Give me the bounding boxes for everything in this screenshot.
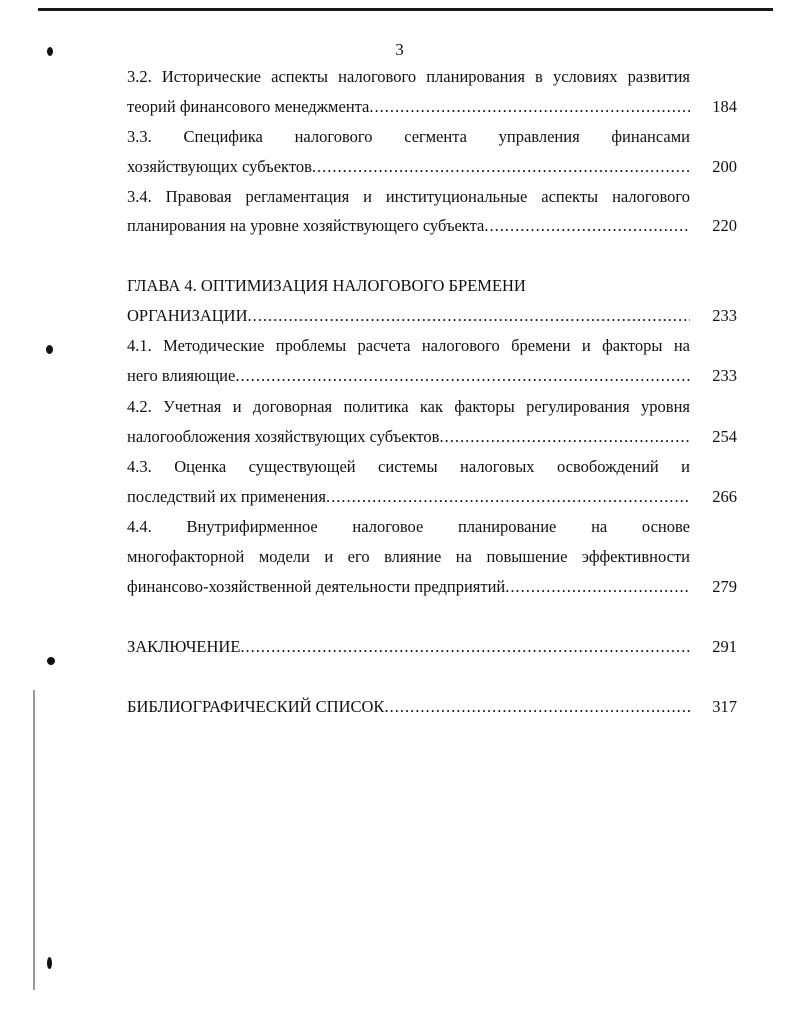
- dot-leader: [235, 365, 690, 387]
- toc-page-4-3: 266: [712, 487, 737, 506]
- scan-speck-mark: [47, 657, 55, 665]
- scan-speck-mark: [46, 345, 53, 354]
- toc-entry-4-4-line2: многофакторной модели и его влияние на повышение эффективности: [127, 547, 690, 566]
- toc-entry-3-2-line1: 3.2. Исторические аспекты налогового планирования в условиях развития: [127, 67, 690, 86]
- dot-leader: [484, 215, 690, 237]
- toc-entry-4-3-line2: [127, 486, 690, 508]
- dot-leader: [312, 156, 690, 178]
- page-number: 3: [395, 40, 404, 59]
- toc-chapter-4-line1: ГЛАВА 4. ОПТИМИЗАЦИЯ НАЛОГОВОГО БРЕМЕНИ: [127, 276, 526, 295]
- toc-page-3-4: 220: [712, 216, 737, 235]
- toc-page-3-3: 200: [712, 157, 737, 176]
- toc-chapter-4-line2: [127, 305, 690, 327]
- scan-left-border: [33, 690, 35, 990]
- toc-entry-3-2-text: теорий финансового менеджмента: [127, 97, 370, 116]
- toc-entry-4-1-line1: 4.1. Методические проблемы расчета налогового бремени и факторы на: [127, 336, 690, 355]
- toc-entry-3-2-line2: [127, 96, 690, 118]
- dot-leader: [384, 696, 690, 718]
- scan-top-border: [38, 8, 773, 11]
- toc-page-chapter-4: 233: [712, 306, 737, 325]
- dot-leader: [248, 305, 690, 327]
- toc-entry-4-1-text: него влияющие: [127, 366, 236, 385]
- toc-entry-3-4-line2: [127, 215, 690, 237]
- dot-leader: [505, 576, 690, 598]
- dot-leader: [439, 426, 690, 448]
- toc-conclusion: [127, 636, 690, 658]
- toc-page-4-1: 233: [712, 366, 737, 385]
- toc-bibliography: [127, 696, 690, 718]
- dot-leader: [369, 96, 690, 118]
- toc-entry-4-3-line1: 4.3. Оценка существующей системы налоговых освобождений и: [127, 457, 690, 476]
- toc-page-4-2: 254: [712, 427, 737, 446]
- toc-entry-4-3-text: последствий их применения: [127, 487, 326, 506]
- toc-entry-3-3-line2: [127, 156, 690, 178]
- toc-entry-3-4-line1: 3.4. Правовая регламентация и институциональные аспекты налогового: [127, 187, 690, 206]
- toc-entry-4-1-line2: [127, 365, 690, 387]
- toc-chapter-4-text: ОРГАНИЗАЦИИ: [127, 306, 248, 325]
- toc-conclusion-text: ЗАКЛЮЧЕНИЕ: [127, 637, 241, 656]
- toc-entry-4-2-line2: [127, 426, 690, 448]
- toc-entry-4-4-line1: 4.4. Внутрифирменное налоговое планирование на основе: [127, 517, 690, 536]
- scan-speck-mark: [47, 957, 52, 969]
- dot-leader: [326, 486, 690, 508]
- toc-page-conclusion: 291: [712, 637, 737, 656]
- toc-entry-4-2-line1: 4.2. Учетная и договорная политика как факторы регулирования уровня: [127, 397, 690, 416]
- toc-page-4-4: 279: [712, 577, 737, 596]
- toc-page-bibliography: 317: [712, 697, 737, 716]
- toc-entry-4-2-text: налогообложения хозяйствующих субъектов: [127, 427, 440, 446]
- toc-bibliography-text: БИБЛИОГРАФИЧЕСКИЙ СПИСОК: [127, 697, 385, 716]
- toc-entry-3-4-text: планирования на уровне хозяйствующего субъекта: [127, 216, 485, 235]
- toc-entry-3-3-text: хозяйствующих субъектов: [127, 157, 312, 176]
- toc-entry-4-4-text: финансово-хозяйственной деятельности предприятий: [127, 577, 506, 596]
- dot-leader: [240, 636, 690, 658]
- toc-page-3-2: 184: [712, 97, 737, 116]
- toc-entry-3-3-line1: 3.3. Специфика налогового сегмента управления финансами: [127, 127, 690, 146]
- toc-entry-4-4-line3: [127, 576, 690, 598]
